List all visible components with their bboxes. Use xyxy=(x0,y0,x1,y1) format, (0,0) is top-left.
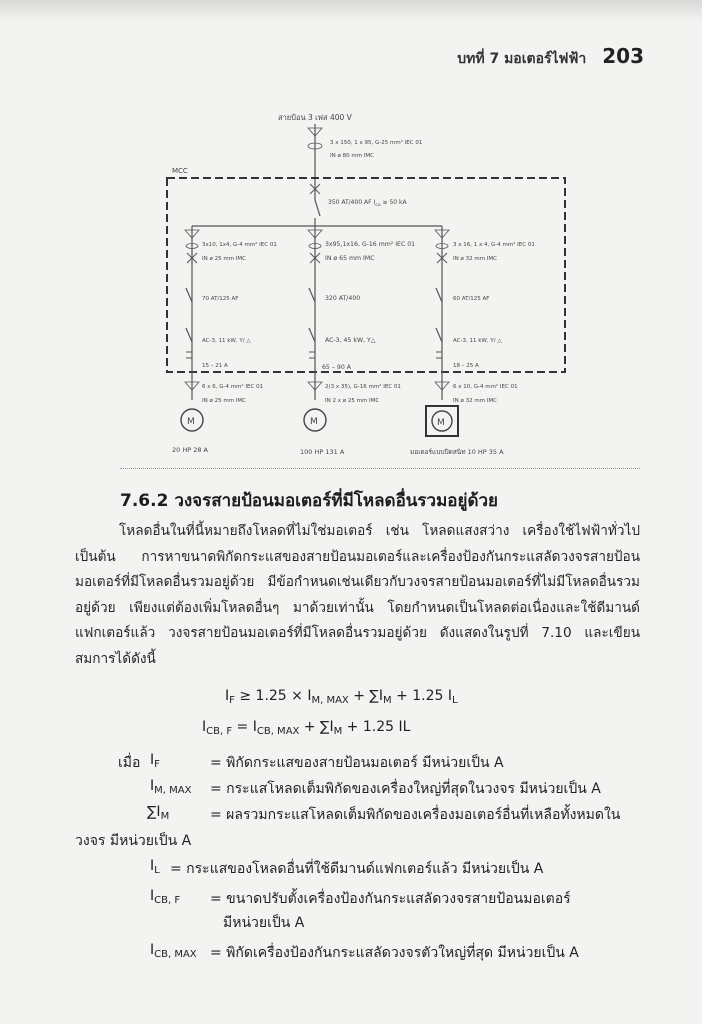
branch-1-motor-conduit: IN ø 25 mm IMC xyxy=(202,398,247,404)
page-header xyxy=(457,44,644,70)
branch-3 xyxy=(410,226,535,456)
branch-1-cable: 3x10, 1x4, G-4 mm² IEC 01 xyxy=(202,242,277,248)
definition-symbol: $\sum I_M$ xyxy=(147,804,170,822)
definition-symbol: $I_L$ xyxy=(150,858,160,876)
branch-3-motor-cable: 6 x 10, G-4 mm² IEC 01 xyxy=(453,384,518,390)
motor-1-label: 20 HP 28 A xyxy=(172,446,208,454)
branch-1-conduit: IN ø 25 mm IMC xyxy=(202,256,247,262)
page-number: 203 xyxy=(602,44,644,68)
scan-shading xyxy=(0,0,702,22)
branch-2-conduit: IN ø 65 mm IMC xyxy=(325,255,375,262)
svg-text:M: M xyxy=(437,418,445,428)
definition-text: = ผลรวมกระแสโหลดเต็มพิกัดของเครื่องมอเตอร์อื่นที่เหลือทั้งหมดใน xyxy=(210,807,621,823)
main-breaker-label: 350 AT/400 AF $I_{cu} \ge 50$ kA xyxy=(328,199,407,208)
feeder-conduit-label: IN ø 80 mm IMC xyxy=(330,153,375,159)
svg-text:M: M xyxy=(310,417,318,427)
branch-1-breaker: 70 AT/125 AF xyxy=(202,296,239,302)
definition-symbol: $I_F$ xyxy=(150,752,160,770)
branch-2-cable: 3x95,1x16, G-16 mm² IEC 01 xyxy=(325,241,416,248)
chapter-title: บทที่ 7 มอเตอร์ไฟฟ้า xyxy=(457,51,587,67)
definition-symbol: $I_{CB, F}$ xyxy=(150,888,181,906)
branch-2-contactor: AC-3, 45 kW, Y△ xyxy=(325,337,376,344)
branch-2 xyxy=(300,226,415,456)
branch-3-cable: 3 x 16, 1 x 4, G-4 mm² IEC 01 xyxy=(453,242,535,248)
branch-3-contactor: AC-3, 11 kW, Y/ △ xyxy=(453,338,502,344)
equation-feeder-current: $I_F \ge 1.25 \times I_{M, MAX} + \sum I_M + 1.25$ $I_L$ xyxy=(225,688,458,706)
branch-3-breaker: 60 AT/125 AF xyxy=(453,296,490,302)
feeder-cable-label: 3 x 150, 1 x 95, G-25 mm² IEC 01 xyxy=(330,140,423,146)
mcc-label: MCC xyxy=(172,167,188,175)
definition-symbol: $I_{M, MAX}$ xyxy=(150,778,192,796)
paragraph-text: โหลดอื่นในที่นี้หมายถึงโหลดที่ไม่ใช่มอเตอร์ เช่น โหลดแสงสว่าง เครื่องใช้ไฟฟ้าทั่วไป เป็นต้น การหาขนาดพิกัดกระแสของสายป้อนมอเตอร์และเครื่องป้องกันกระแสลัดวงจรสายป้อนมอเตอร์ที่มีโหลดอื่นรวมอยู่ด้วย มีข้อกำหนดเช่นเดียวกับวงจรสายป้อนมอเตอร์ที่ไม่มีโหลดอื่นรวมอยู่ด้วย เพียงแต่ต้องเพิ่มโหลดอื่นๆ มาด้วยเท่านั้น โดยกำหนดเป็นโหลดต่อเนื่องและใช้ดีมานด์แฟกเตอร์แล้ว วงจรสายป้อนมอเตอร์ที่มีโหลดอื่นรวมอยู่ด้วย ดังแสดงในรูปที่ 7.10 และเขียนสมการได้ดังนี้ xyxy=(75,523,640,667)
branch-1-contactor: AC-3, 11 kW, Y/ △ xyxy=(202,338,251,344)
figure-divider xyxy=(120,468,640,469)
body-paragraph xyxy=(75,519,640,673)
definition-text: = กระแสของโหลดอื่นที่ใช้ดีมานด์แฟกเตอร์แล้ว มีหน่วยเป็น A xyxy=(170,861,544,877)
motor-2-label: 100 HP 131 A xyxy=(300,448,345,456)
definition-text: = พิกัดกระแสของสายป้อนมอเตอร์ มีหน่วยเป็น A xyxy=(210,755,504,771)
branch-2-breaker: 320 AT/400 xyxy=(325,295,361,302)
branch-3-motor-conduit: IN ø 32 mm IMC xyxy=(453,398,498,404)
branch-3-conduit: IN ø 32 mm IMC xyxy=(453,256,498,262)
branch-2-motor-conduit: IN 2 x ø 25 mm IMC xyxy=(325,398,380,404)
mcc-single-line-diagram xyxy=(150,100,580,470)
section-title: 7.6.2 วงจรสายป้อนมอเตอร์ที่มีโหลดอื่นรวมอยู่ด้วย xyxy=(120,491,499,511)
branch-3-overload: 18 – 25 A xyxy=(453,363,479,369)
branch-1 xyxy=(172,226,277,454)
motor-3-label: มอเตอร์แบบปิดสนิท 10 HP 35 A xyxy=(410,448,504,456)
svg-text:M: M xyxy=(187,417,195,427)
definition-text: = พิกัดเครื่องป้องกันกระแสลัดวงจรตัวใหญ่ที่สุด มีหน่วยเป็น A xyxy=(210,945,579,961)
definition-text: = ขนาดปรับตั้งเครื่องป้องกันกระแสลัดวงจรสายป้อนมอเตอร์ xyxy=(210,891,571,907)
definition-symbol: $I_{CB, MAX}$ xyxy=(150,942,197,960)
equation-breaker-setting: $I_{CB, F} = I_{CB, MAX} + \sum I_M + 1.25$ IL xyxy=(202,719,411,737)
definition-lead: เมื่อ xyxy=(118,755,141,771)
branch-1-motor-cable: 6 x 6, G-4 mm² IEC 01 xyxy=(202,384,264,390)
branch-2-overload: 65 – 90 A xyxy=(322,364,351,371)
supply-label: สายป้อน 3 เฟส 400 V xyxy=(278,113,352,122)
definition-text: = กระแสโหลดเต็มพิกัดของเครื่องใหญ่ที่สุดในวงจร มีหน่วยเป็น A xyxy=(210,781,601,797)
branch-2-motor-cable: 2(3 x 35), G-16 mm² IEC 01 xyxy=(325,384,401,390)
definition-continuation: วงจร มีหน่วยเป็น A xyxy=(75,833,192,849)
definition-continuation: มีหน่วยเป็น A xyxy=(223,915,305,931)
branch-1-overload: 15 – 21 A xyxy=(202,363,228,369)
